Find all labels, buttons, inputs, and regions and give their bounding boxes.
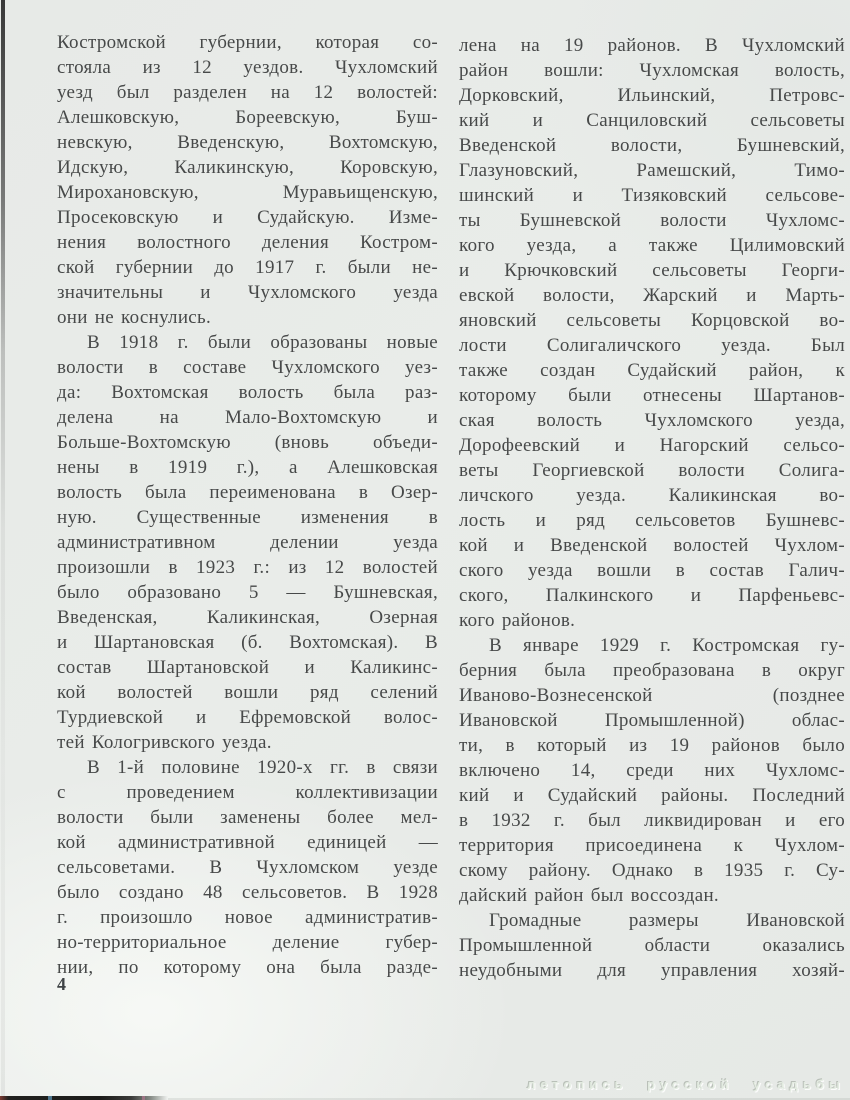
text-line: В январе 1929 г. Костромская гу-: [489, 635, 845, 656]
text-line: берния была преобразована в округ: [459, 660, 845, 681]
text-line: Дорковский, Ильинский, Петровс-: [459, 85, 845, 106]
scan-edge-bottom: [0, 1096, 168, 1100]
text-line: шинский и Тизяковский сельсове-: [459, 185, 845, 206]
text-line: В 1-й половине 1920-х гг. в связи: [87, 757, 438, 778]
text-line: ской губернии до 1917 г. были не-: [57, 257, 438, 278]
text-line: район вошли: Чухломская волость,: [459, 60, 845, 81]
text-line: стояла из 12 уездов. Чухломский: [57, 57, 438, 78]
text-line: нения волостного деления Костром-: [57, 232, 438, 253]
text-line: территория присоединена к Чухлом-: [459, 835, 845, 856]
scan-artifact-speck: [142, 1096, 145, 1100]
text-line: Дорофеевский и Нагорский сельсо-: [459, 435, 845, 456]
text-line: Промышленной области оказались: [459, 935, 845, 956]
text-line: кого районов.: [459, 610, 576, 631]
watermark-text: летопись русской усадьбы: [527, 1077, 845, 1092]
text-line: с проведением коллективизации: [57, 782, 438, 803]
text-line: ти, в который из 19 районов было: [459, 735, 845, 756]
text-line: в 1932 г. был ликвидирован и его: [459, 810, 845, 831]
text-line: Мирохановскую, Муравьищенскую,: [57, 182, 438, 203]
scan-artifact-speck: [48, 1096, 52, 1100]
text-line: но-территориальное деление губер-: [57, 932, 438, 953]
text-line: кого уезда, а также Цилимовский: [459, 235, 845, 256]
text-line: Иваново-Вознесенской (позднее: [459, 685, 845, 706]
text-line: волости в составе Чухломского уез-: [57, 357, 438, 378]
text-line: включено 14, среди них Чухломс-: [459, 760, 845, 781]
text-line: Просековскую и Судайскую. Изме-: [57, 207, 438, 228]
text-line: яновский сельсоветы Корцовской во-: [459, 310, 845, 331]
text-line: ская волость Чухломского уезда,: [459, 410, 845, 431]
text-line: лости Солигаличского уезда. Был: [459, 335, 845, 356]
text-line: да: Вохтомская волость была раз-: [57, 382, 438, 403]
page-number: 4: [57, 974, 67, 994]
text-line: ты Бушневской волости Чухломс-: [459, 210, 845, 231]
text-line: г. произошло новое административ-: [57, 907, 438, 928]
text-line: Громадные размеры Ивановской: [489, 910, 845, 931]
scan-edge-left: [1, 0, 5, 1100]
text-line: кий и Судайский районы. Последний: [459, 785, 845, 806]
text-line: также создан Судайский район, к: [459, 360, 845, 381]
text-line: административном делении уезда: [57, 532, 438, 553]
text-line: неудобными для управления хозяй-: [459, 960, 845, 981]
text-line: кой волостей вошли ряд селений: [57, 682, 438, 703]
text-line: Костромской губернии, которая со-: [57, 32, 438, 53]
text-line: было образовано 5 — Бушневская,: [57, 582, 438, 603]
text-line: было создано 48 сельсоветов. В 1928: [57, 882, 438, 903]
text-line: волости были заменены более мел-: [57, 807, 438, 828]
text-line: которому были отнесены Шартанов-: [459, 385, 845, 406]
text-line: лена на 19 районов. В Чухломский: [459, 35, 845, 56]
text-line: Больше-Вохтомскую (вновь объеди-: [57, 432, 438, 453]
text-line: скому району. Однако в 1935 г. Су-: [459, 860, 845, 881]
text-line: сельсоветами. В Чухломском уезде: [57, 857, 438, 878]
text-line: волость была переименована в Озер-: [57, 482, 438, 503]
text-line: лость и ряд сельсоветов Бушневс-: [459, 510, 845, 531]
text-line: кий и Санциловский сельсоветы: [459, 110, 845, 131]
text-line: уезд был разделен на 12 волостей:: [57, 82, 438, 103]
text-column-right: [459, 33, 845, 983]
text-line: состав Шартановской и Каликинс-: [57, 657, 438, 678]
text-line: ского уезда вошли в состав Галич-: [459, 560, 845, 581]
text-line: нии, по которому она была разде-: [57, 957, 438, 978]
text-column-left: [57, 30, 438, 980]
text-line: Глазуновский, Рамешский, Тимо-: [459, 160, 845, 181]
text-line: личского уезда. Каликинская во-: [459, 485, 845, 506]
text-line: нены в 1919 г.), а Алешковская: [57, 457, 438, 478]
text-line: Идскую, Каликинскую, Коровскую,: [57, 157, 438, 178]
text-line: произошли в 1923 г.: из 12 волостей: [57, 557, 438, 578]
text-line: делена на Мало-Вохтомскую и: [57, 407, 438, 428]
text-line: кой и Введенской волостей Чухлом-: [459, 535, 845, 556]
text-line: кой административной единицей —: [57, 832, 438, 853]
text-line: они не коснулись.: [57, 307, 212, 328]
text-line: тей Кологривского уезда.: [57, 732, 272, 753]
text-line: ского, Палкинского и Парфеньевс-: [459, 585, 845, 606]
text-line: Введенской волости, Бушневский,: [459, 135, 845, 156]
text-line: невскую, Введенскую, Вохтомскую,: [57, 132, 438, 153]
text-line: и Шартановская (б. Вохтомская). В: [57, 632, 438, 653]
text-line: Алешковскую, Бореевскую, Буш-: [57, 107, 438, 128]
text-line: и Крючковский сельсоветы Георги-: [459, 260, 845, 281]
text-line: Турдиевской и Ефремовской волос-: [57, 707, 438, 728]
text-line: значительны и Чухломского уезда: [57, 282, 438, 303]
text-line: веты Георгиевской волости Солига-: [459, 460, 845, 481]
text-line: Введенская, Каликинская, Озерная: [57, 607, 438, 628]
text-line: Ивановской Промышленной) облас-: [459, 710, 845, 731]
text-line: евской волости, Жарский и Марть-: [459, 285, 845, 306]
text-line: дайский район был воссоздан.: [459, 885, 719, 906]
text-line: В 1918 г. были образованы новые: [87, 332, 438, 353]
text-line: ную. Существенные изменения в: [57, 507, 438, 528]
